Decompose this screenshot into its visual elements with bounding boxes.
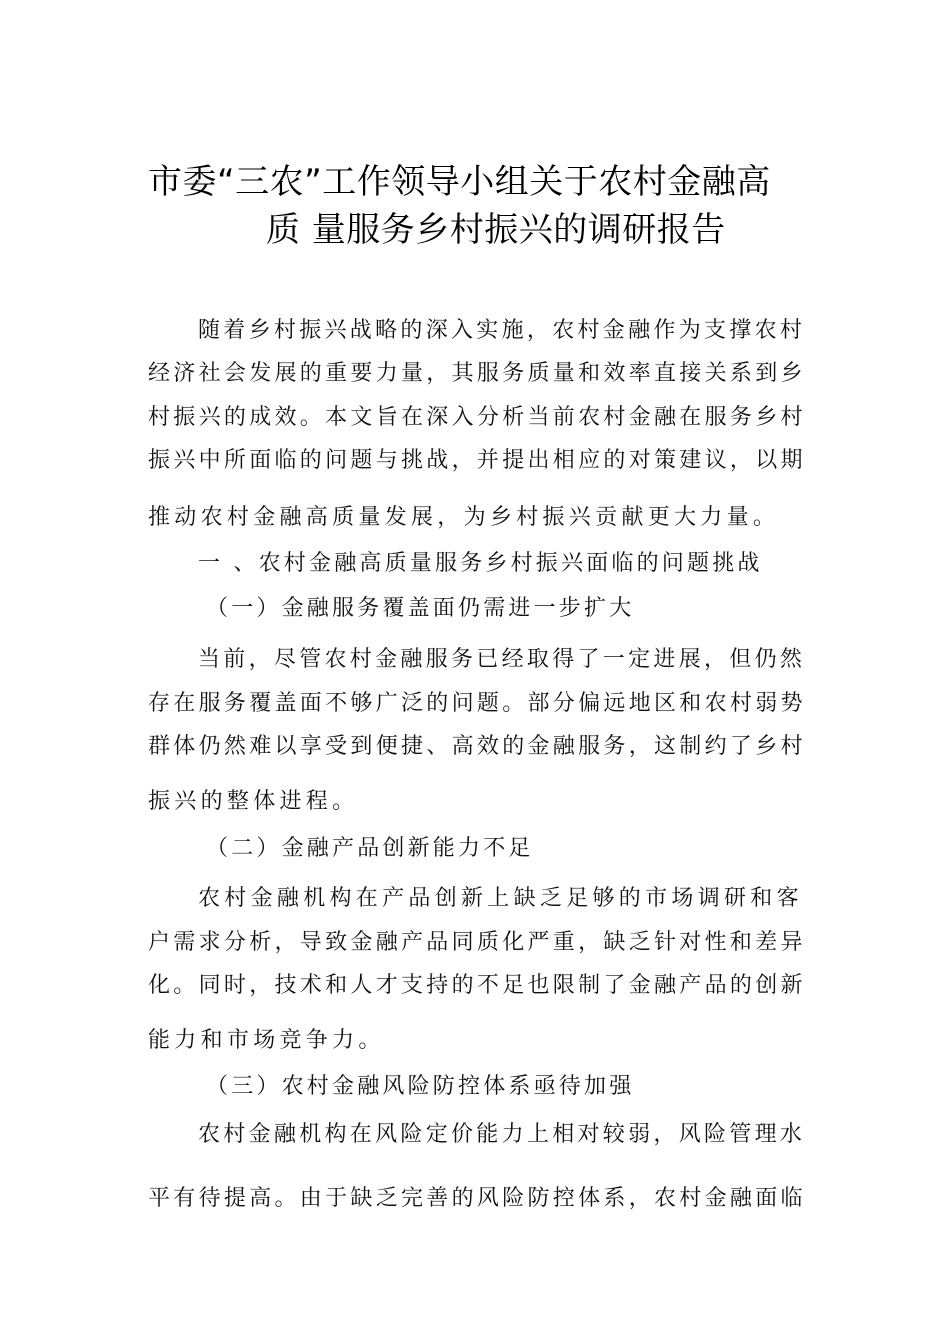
sub3-line-2: 平有待提高。由于缺乏完善的风险防控体系，农村金融面临 xyxy=(148,1186,806,1211)
sub2-line-4: 能力和市场竞争力。 xyxy=(148,1028,385,1053)
sub1-line-4: 振兴的整体进程。 xyxy=(148,789,359,814)
subsection-2-heading: （二）金融产品创新能力不足 xyxy=(206,836,534,861)
sub3-line-1: 农村金融机构在风险定价能力上相对较弱，风险管理水 xyxy=(198,1122,806,1147)
sub1-line-2: 存在服务覆盖面不够广泛的问题。部分偏远地区和农村弱势 xyxy=(148,691,806,716)
document-title-line-1: 市委“三农”工作领导小组关于农村金融高 xyxy=(148,162,771,202)
intro-line-1: 随着乡村振兴战略的深入实施，农村金融作为支撑农村 xyxy=(198,318,806,343)
sub2-line-3: 化。同时，技术和人才支持的不足也限制了金融产品的创新 xyxy=(148,973,806,998)
sub1-line-3: 群体仍然难以享受到便捷、高效的金融服务，这制约了乡村 xyxy=(148,734,806,759)
subsection-3-heading: （三）农村金融风险防控体系亟待加强 xyxy=(206,1074,635,1099)
intro-line-5: 推动农村金融高质量发展，为乡村振兴贡献更大力量。 xyxy=(148,505,780,530)
document-title-line-2: 质 量服务乡村振兴的调研报告 xyxy=(266,210,726,250)
intro-line-2: 经济社会发展的重要力量，其服务质量和效率直接关系到乡 xyxy=(148,361,806,386)
sub2-line-1: 农村金融机构在产品创新上缺乏足够的市场调研和客 xyxy=(198,886,803,911)
sub2-line-2: 户需求分析，导致金融产品同质化严重，缺乏针对性和差异 xyxy=(148,930,806,955)
sub1-line-1: 当前，尽管农村金融服务已经取得了一定进展，但仍然 xyxy=(198,647,806,672)
intro-line-3: 村振兴的成效。本文旨在深入分析当前农村金融在服务乡村 xyxy=(148,405,806,430)
intro-line-4: 振兴中所面临的问题与挑战，并提出相应的对策建议，以期 xyxy=(148,448,806,473)
subsection-1-heading: （一）金融服务覆盖面仍需进一步扩大 xyxy=(206,596,635,621)
section-1-heading: 一 、农村金融高质量服务乡村振兴面临的问题挑战 xyxy=(198,551,763,576)
